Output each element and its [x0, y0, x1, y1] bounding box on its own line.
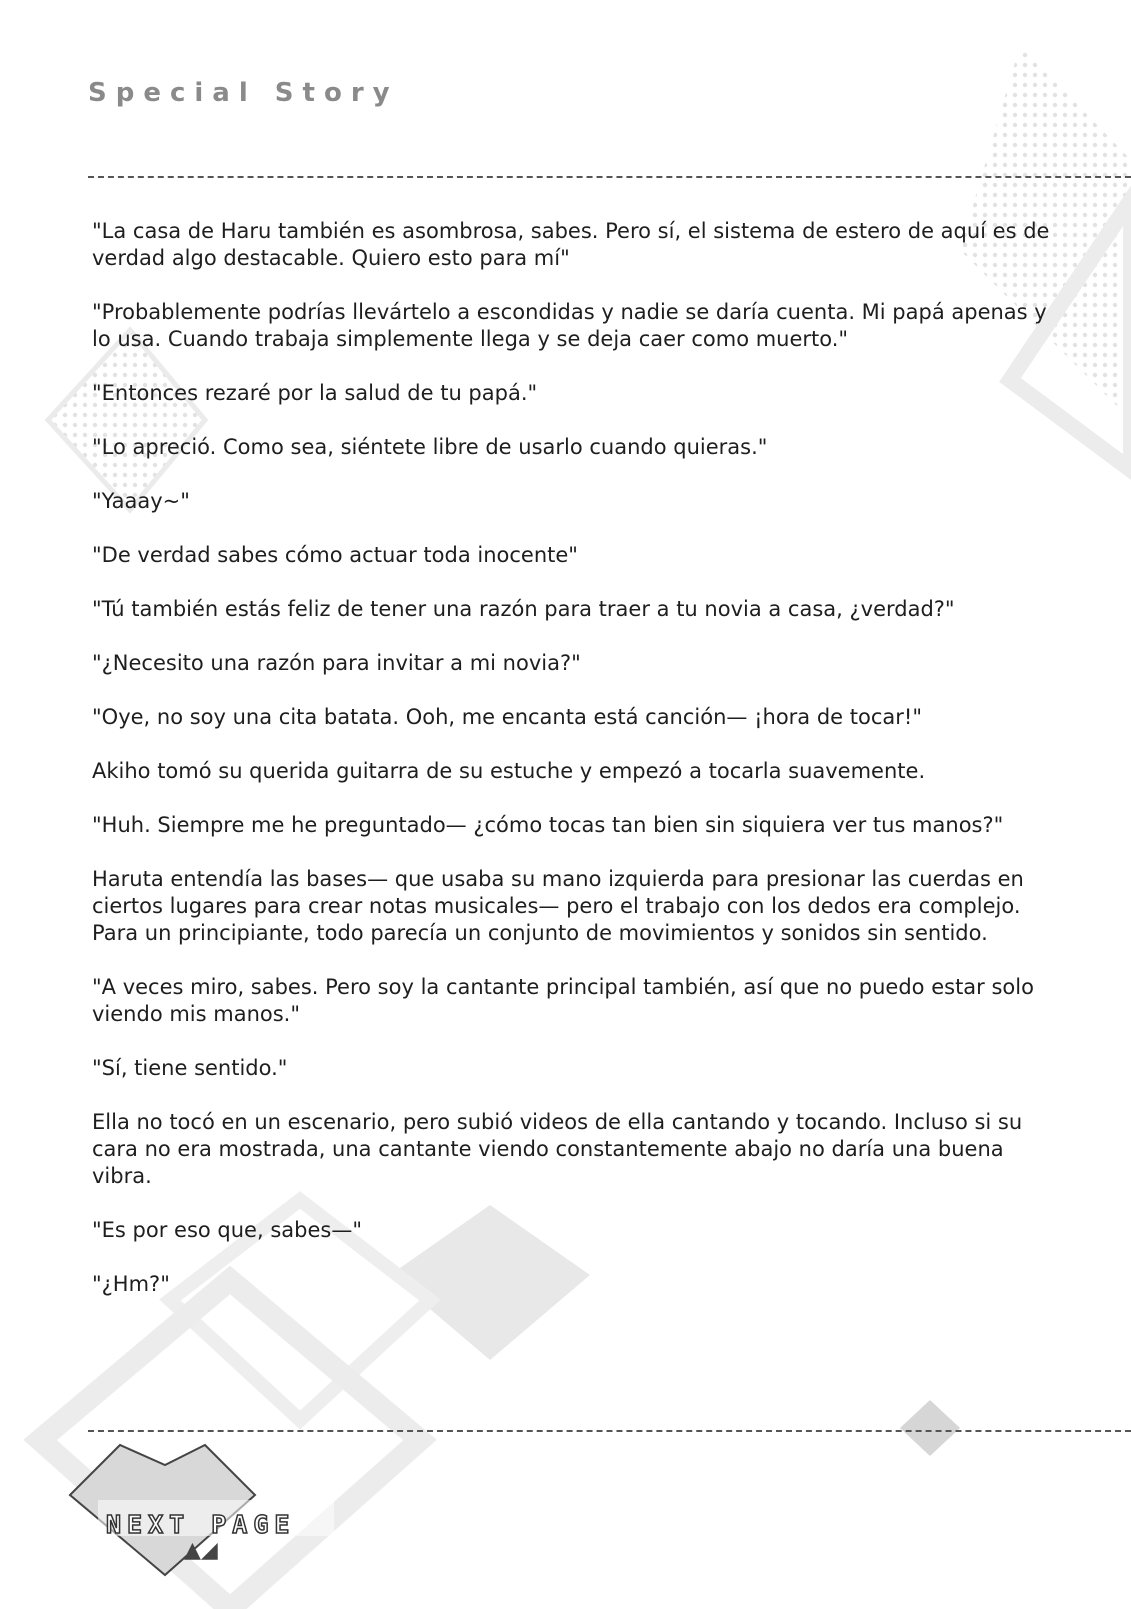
paragraph: Ella no tocó en un escenario, pero subió videos de ella cantando y tocando. Incluso si su cara no era mostrada, una cantante viendo constantemente abajo no daría una buena vibra. — [92, 1110, 1023, 1188]
paragraph: "Tú también estás feliz de tener una razón para traer a tu novia a casa, ¿verdad?" — [92, 597, 955, 621]
large-outline-diamond-bottom-left — [40, 1280, 420, 1609]
paragraph: "¿Hm?" — [92, 1272, 170, 1296]
story-body — [92, 218, 1067, 1325]
small-diamond-bottom-right — [900, 1400, 960, 1456]
paragraph: "¿Necesito una razón para invitar a mi novia?" — [92, 651, 581, 675]
paragraph: "De verdad sabes cómo actuar toda inocente" — [92, 543, 578, 567]
paragraph: "La casa de Haru también es asombrosa, sabes. Pero sí, el sistema de estero de aquí es de verdad algo destacable. Quiero esto para mí" — [92, 219, 1050, 270]
paragraph: Haruta entendía las bases— que usaba su mano izquierda para presionar las cuerdas en ciertos lugares para crear notas musicales— pero el trabajo con los dedos era complejo. Para un principiante, todo parecía un conjunto de movimientos y sonidos sin sentido. — [92, 867, 1024, 945]
paragraph: "Yaaay~" — [92, 489, 190, 513]
bottom-divider — [88, 1430, 1131, 1432]
paragraph: "Lo apreció. Como sea, siéntete libre de usarlo cuando quieras." — [92, 435, 768, 459]
paragraph: "Sí, tiene sentido." — [92, 1056, 288, 1080]
paragraph: "Entonces rezaré por la salud de tu papá." — [92, 381, 538, 405]
top-divider — [88, 176, 1131, 178]
paragraph: "Huh. Siempre me he preguntado— ¿cómo tocas tan bien sin siquiera ver tus manos?" — [92, 813, 1004, 837]
paragraph: "Oye, no soy una cita batata. Ooh, me encanta está canción— ¡hora de tocar!" — [92, 705, 922, 729]
paragraph: "A veces miro, sabes. Pero soy la cantante principal también, así que no puedo estar solo viendo mis manos." — [92, 975, 1034, 1026]
next-page-button[interactable]: NEXT PAGE — [106, 1510, 296, 1539]
paragraph: "Es por eso que, sabes—" — [92, 1218, 362, 1242]
header-title: Special Story — [88, 78, 399, 108]
paragraph: Akiho tomó su querida guitarra de su estuche y empezó a tocarla suavemente. — [92, 759, 926, 783]
paragraph: "Probablemente podrías llevártelo a escondidas y nadie se daría cuenta. Mi papá apenas y lo usa. Cuando trabaja simplemente llega y se deja caer como muerto." — [92, 300, 1047, 351]
next-arrow-icon: ▲◢ — [184, 1538, 218, 1563]
